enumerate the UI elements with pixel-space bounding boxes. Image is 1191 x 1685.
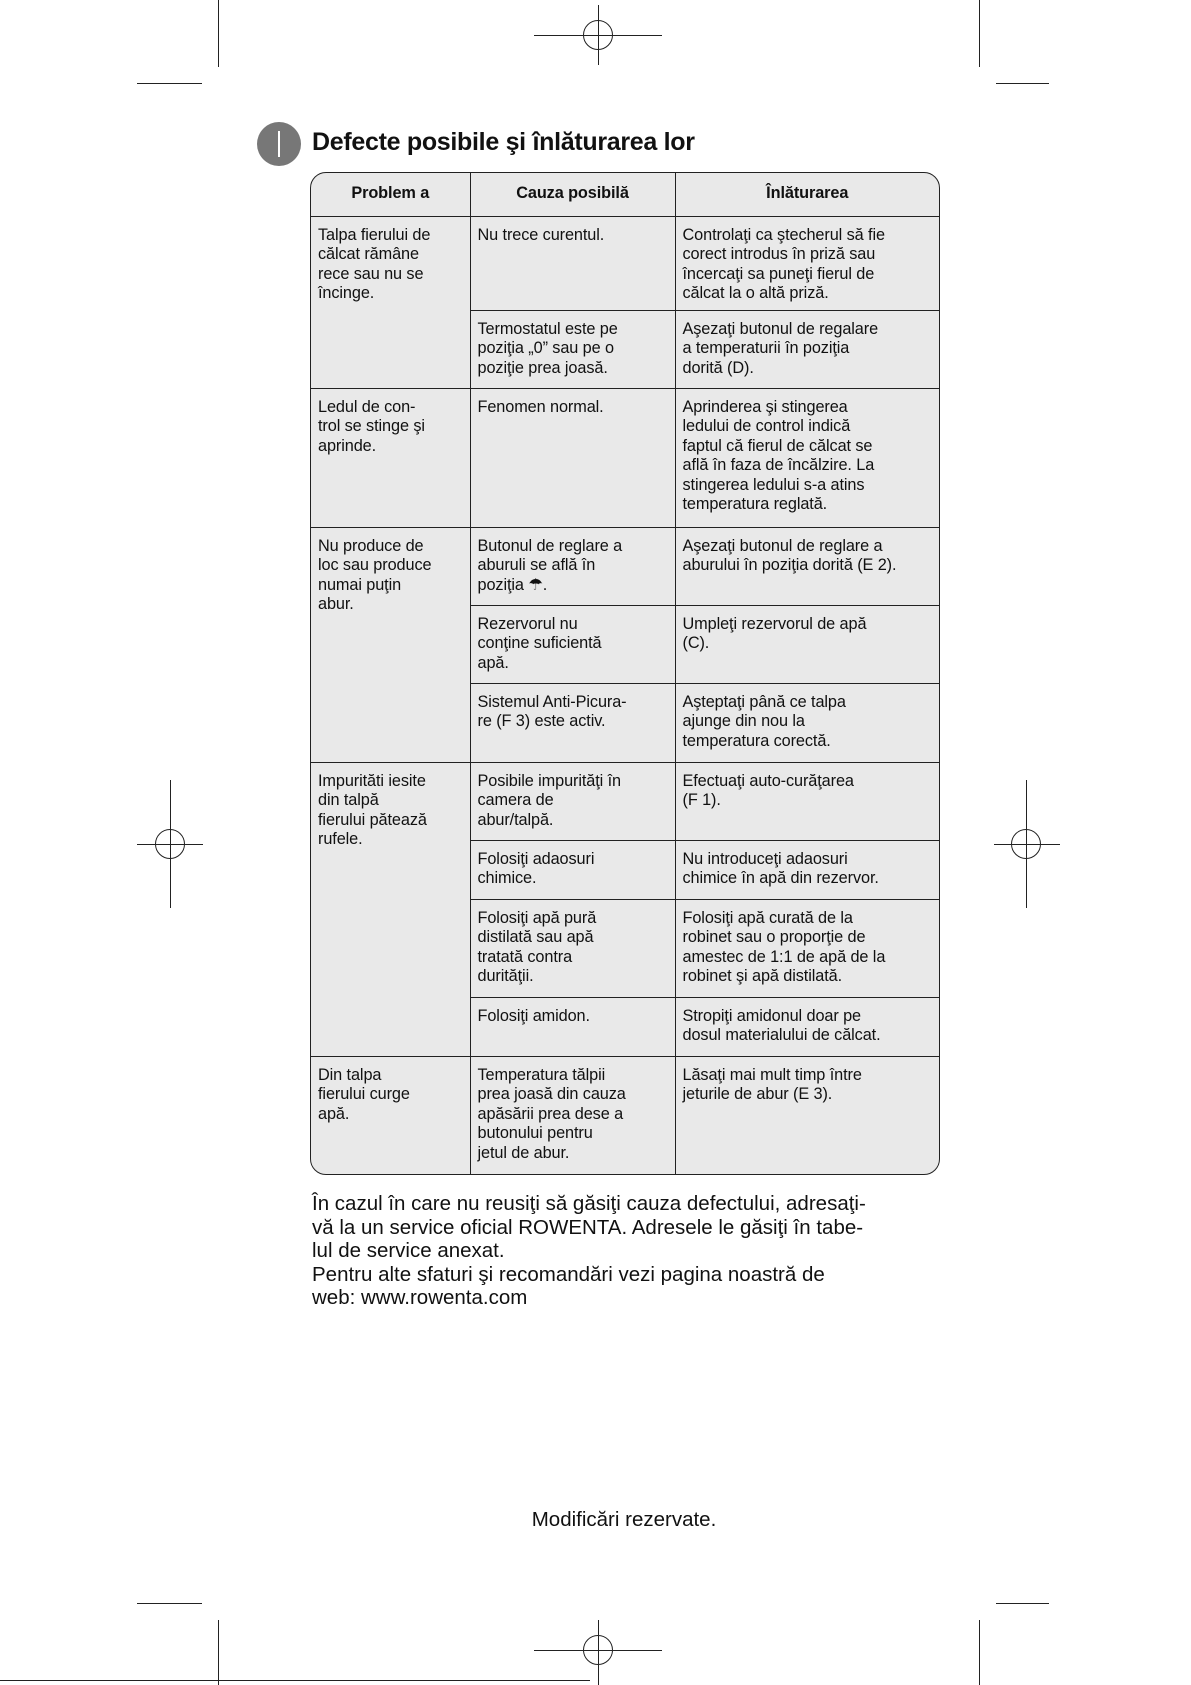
fix-cell: Nu introduceţi adaosuri chimice în apă din rezervor. bbox=[675, 840, 939, 899]
fix-cell: Aşezaţi butonul de reglare a aburului în poziţia dorită (E 2). bbox=[675, 527, 939, 605]
registration-mark-icon bbox=[583, 1635, 613, 1665]
table-row bbox=[311, 527, 939, 605]
fix-cell: Aprinderea şi stingerea ledului de control indică faptul că fierul de călcat se află în faza de încălzire. La stingerea ledului s-a atins temperatura reglată. bbox=[675, 388, 939, 527]
cause-cell: Rezervorul nu conţine suficientă apă. bbox=[470, 605, 675, 683]
fix-cell: Efectuaţi auto-curăţarea (F 1). bbox=[675, 762, 939, 840]
cause-cell: Temperatura tălpii prea joasă din cauza apăsării prea dese a butonului pentru jetul de abur. bbox=[470, 1056, 675, 1174]
troubleshooting-table bbox=[310, 172, 940, 1175]
problem-cell: Talpa fierului de călcat rămâne rece sau nu se încinge. bbox=[311, 216, 470, 388]
crop-mark bbox=[218, 0, 219, 67]
bottom-note: Modificări rezervate. bbox=[531, 1508, 717, 1531]
cause-cell: Nu trece curentul. bbox=[470, 216, 675, 310]
page-edge-line bbox=[0, 1680, 590, 1681]
cause-cell: Folosiţi amidon. bbox=[470, 997, 675, 1056]
problem-cell: Ledul de con- trol se stinge şi aprinde. bbox=[311, 388, 470, 527]
cause-cell: Posibile impurităţi în camera de abur/talpă. bbox=[470, 762, 675, 840]
cause-cell: Folosiţi apă pură distilată sau apă tratată contra durităţii. bbox=[470, 899, 675, 997]
crop-mark bbox=[996, 83, 1049, 84]
problem-cell: Din talpa fierului curge apă. bbox=[311, 1056, 470, 1174]
fix-cell: Aşezaţi butonul de regalare a temperaturii în poziţia dorită (D). bbox=[675, 310, 939, 388]
fix-cell: Controlaţi ca ştecherul să fie corect introdus în priză sau încercaţi sa puneţi fierul de călcat la o altă priză. bbox=[675, 216, 939, 310]
problem-cell: Impurităti iesite din talpă fierului pătează rufele. bbox=[311, 762, 470, 1056]
cause-cell: Sistemul Anti-Picura- re (F 3) este activ. bbox=[470, 683, 675, 762]
cause-cell: Butonul de reglare a aburuli se află în poziţia ☂. bbox=[470, 527, 675, 605]
crop-mark bbox=[979, 1620, 980, 1685]
fix-cell: Umpleţi rezervorul de apă (C). bbox=[675, 605, 939, 683]
fix-cell: Stropiţi amidonul doar pe dosul materialului de călcat. bbox=[675, 997, 939, 1056]
cause-cell: Folosiţi adaosuri chimice. bbox=[470, 840, 675, 899]
table-row bbox=[311, 762, 939, 840]
crop-mark bbox=[137, 1603, 202, 1604]
header-problem: Problem a bbox=[311, 173, 470, 216]
footer-paragraph: În cazul în care nu reusiţi să găsiţi cauza defectului, adresaţi- vă la un service oficial ROWENTA. Adresele le găsiţi în tabe- lul de service anexat. Pentru alte sfaturi şi recomandări vezi pagina noastră de web: www.rowenta.com bbox=[312, 1192, 866, 1310]
fix-cell: Aşteptaţi până ce talpa ajunge din nou la temperatura corectă. bbox=[675, 683, 939, 762]
table-row bbox=[311, 216, 939, 310]
header-fix: Înlăturarea bbox=[675, 173, 939, 216]
problem-cell: Nu produce de loc sau produce numai puţin abur. bbox=[311, 527, 470, 762]
table-row bbox=[311, 388, 939, 527]
registration-mark-icon bbox=[155, 829, 185, 859]
cause-cell: Fenomen normal. bbox=[470, 388, 675, 527]
crop-mark bbox=[979, 0, 980, 67]
crop-mark bbox=[996, 1603, 1049, 1604]
section-badge-icon bbox=[257, 122, 301, 166]
registration-mark-icon bbox=[583, 20, 613, 50]
cause-cell: Termostatul este pe poziţia „0” sau pe o poziţie prea joasă. bbox=[470, 310, 675, 388]
header-cause: Cauza posibilă bbox=[470, 173, 675, 216]
crop-mark bbox=[218, 1620, 219, 1685]
fix-cell: Folosiţi apă curată de la robinet sau o proporţie de amestec de 1:1 de apă de la robinet şi apă distilată. bbox=[675, 899, 939, 997]
crop-mark bbox=[137, 83, 202, 84]
fix-cell: Lăsaţi mai mult timp între jeturile de abur (E 3). bbox=[675, 1056, 939, 1174]
registration-mark-icon bbox=[1011, 829, 1041, 859]
page-title: Defecte posibile şi înlăturarea lor bbox=[312, 128, 695, 156]
table-header-row bbox=[311, 173, 939, 216]
table-row bbox=[311, 1056, 939, 1174]
